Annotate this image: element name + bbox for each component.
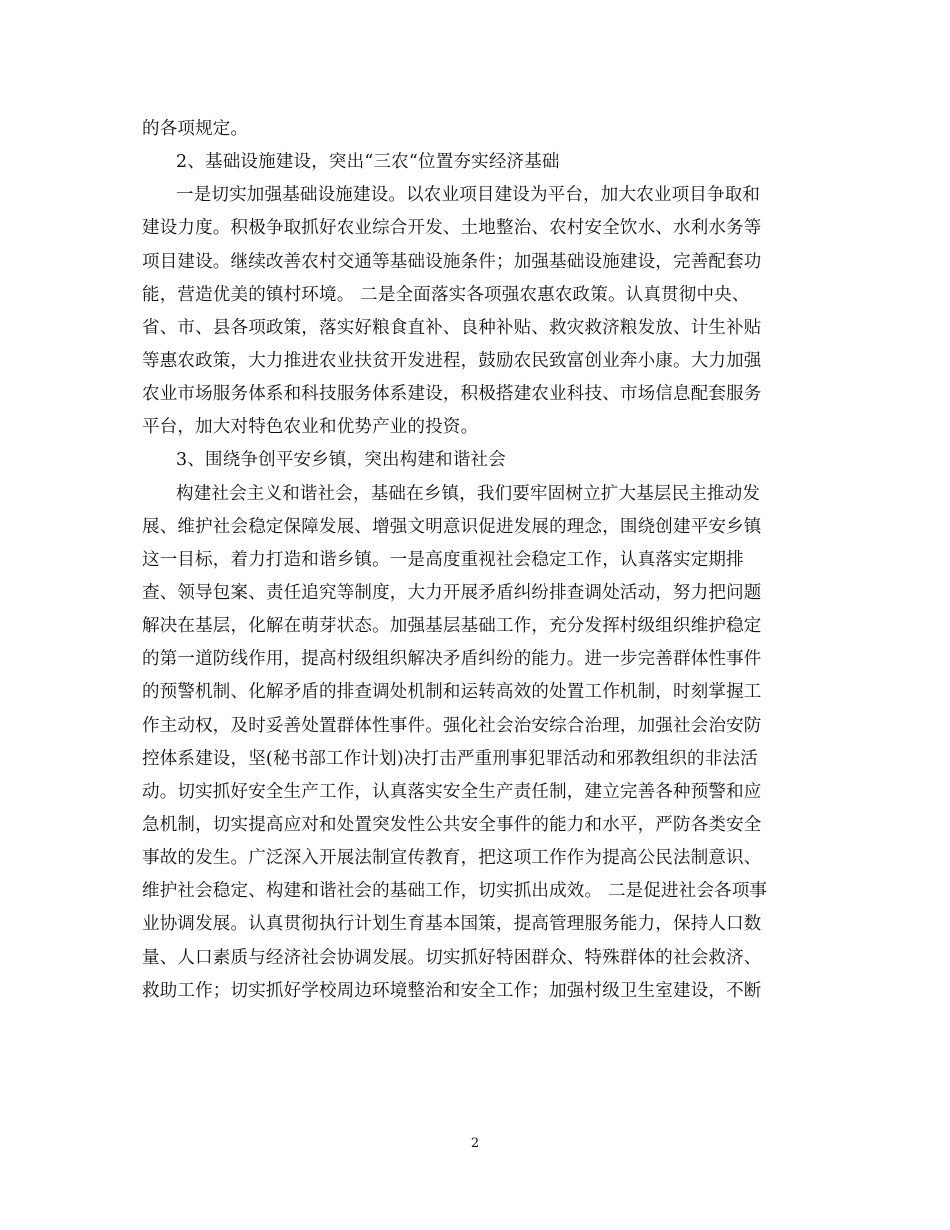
- text-line: 展、维护社会稳定保障发展、增强文明意识促进发展的理念，围绕创建平安乡镇: [142, 516, 762, 537]
- text-line: 解决在基层，化解在萌芽状态。加强基层基础工作，充分发挥村级组织维护稳定: [142, 616, 762, 637]
- text-line: 维护社会稳定、构建和谐社会的基础工作，切实抓出成效。 二是促进社会各项事: [142, 881, 768, 902]
- text-line: 项目建设。继续改善农村交通等基础设施条件；加强基础设施建设，完善配套功: [142, 251, 762, 272]
- text-line: 平台，加大对特色农业和优势产业的投资。: [142, 417, 479, 438]
- page-number: 2: [470, 1136, 480, 1151]
- text-line: 这一目标，着力打造和谐乡镇。一是高度重视社会稳定工作，认真落实定期排: [142, 549, 744, 570]
- text-line: 量、人口素质与经济社会协调发展。切实抓好特困群众、特殊群体的社会救济、: [142, 947, 762, 968]
- text-line: 动。切实抓好安全生产工作，认真落实安全生产责任制，建立完善各种预警和应: [142, 781, 762, 802]
- text-line: 3、围绕争创平安乡镇，突出构建和谐社会: [176, 450, 506, 471]
- text-line: 的第一道防线作用，提高村级组织解决矛盾纠纷的能力。进一步完善群体性事件: [142, 649, 762, 670]
- text-line: 急机制，切实提高应对和处置突发性公共安全事件的能力和水平，严防各类安全: [142, 814, 762, 835]
- text-line: 2、基础设施建设，突出“三农“位置夯实经济基础: [176, 152, 560, 173]
- text-line: 省、市、县各项政策，落实好粮食直补、良种补贴、救灾救济粮发放、计生补贴: [142, 317, 762, 338]
- text-line: 建设力度。积极争取抓好农业综合开发、土地整治、农村安全饮水、水利水务等: [142, 218, 762, 239]
- text-line: 的预警机制、化解矛盾的排查调处机制和运转高效的处置工作机制，时刻掌握工: [142, 682, 762, 703]
- document-body: [142, 113, 812, 1008]
- text-line: 构建社会主义和谐社会，基础在乡镇，我们要牢固树立扩大基层民主推动发: [176, 483, 761, 504]
- text-line: 的各项规定。: [142, 119, 249, 139]
- text-line: 等惠农政策，大力推进农业扶贫开发进程，鼓励农民致富创业奔小康。大力加强: [142, 350, 762, 371]
- text-line: 农业市场服务体系和科技服务体系建设，积极搭建农业科技、市场信息配套服务: [142, 384, 762, 405]
- text-line: 一是切实加强基础设施建设。以农业项目建设为平台，加大农业项目争取和: [176, 185, 761, 206]
- text-line: 事故的发生。广泛深入开展法制宣传教育，把这项工作作为提高公民法制意识、: [142, 848, 762, 869]
- text-line: 救助工作；切实抓好学校周边环境整治和安全工作；加强村级卫生室建设，不断: [142, 980, 762, 1001]
- text-line: 查、领导包案、责任追究等制度，大力开展矛盾纠纷排查调处活动，努力把问题: [142, 582, 762, 603]
- text-line: 能，营造优美的镇村环境。 二是全面落实各项强农惠农政策。认真贯彻中央、: [142, 284, 750, 305]
- text-line: 控体系建设，坚(秘书部工作计划)决打击严重刑事犯罪活动和邪教组织的非法活: [142, 748, 758, 769]
- text-line: 业协调发展。认真贯彻执行计划生育基本国策，提高管理服务能力，保持人口数: [142, 914, 762, 935]
- text-line: 作主动权，及时妥善处置群体性事件。强化社会治安综合治理，加强社会治安防: [142, 715, 762, 736]
